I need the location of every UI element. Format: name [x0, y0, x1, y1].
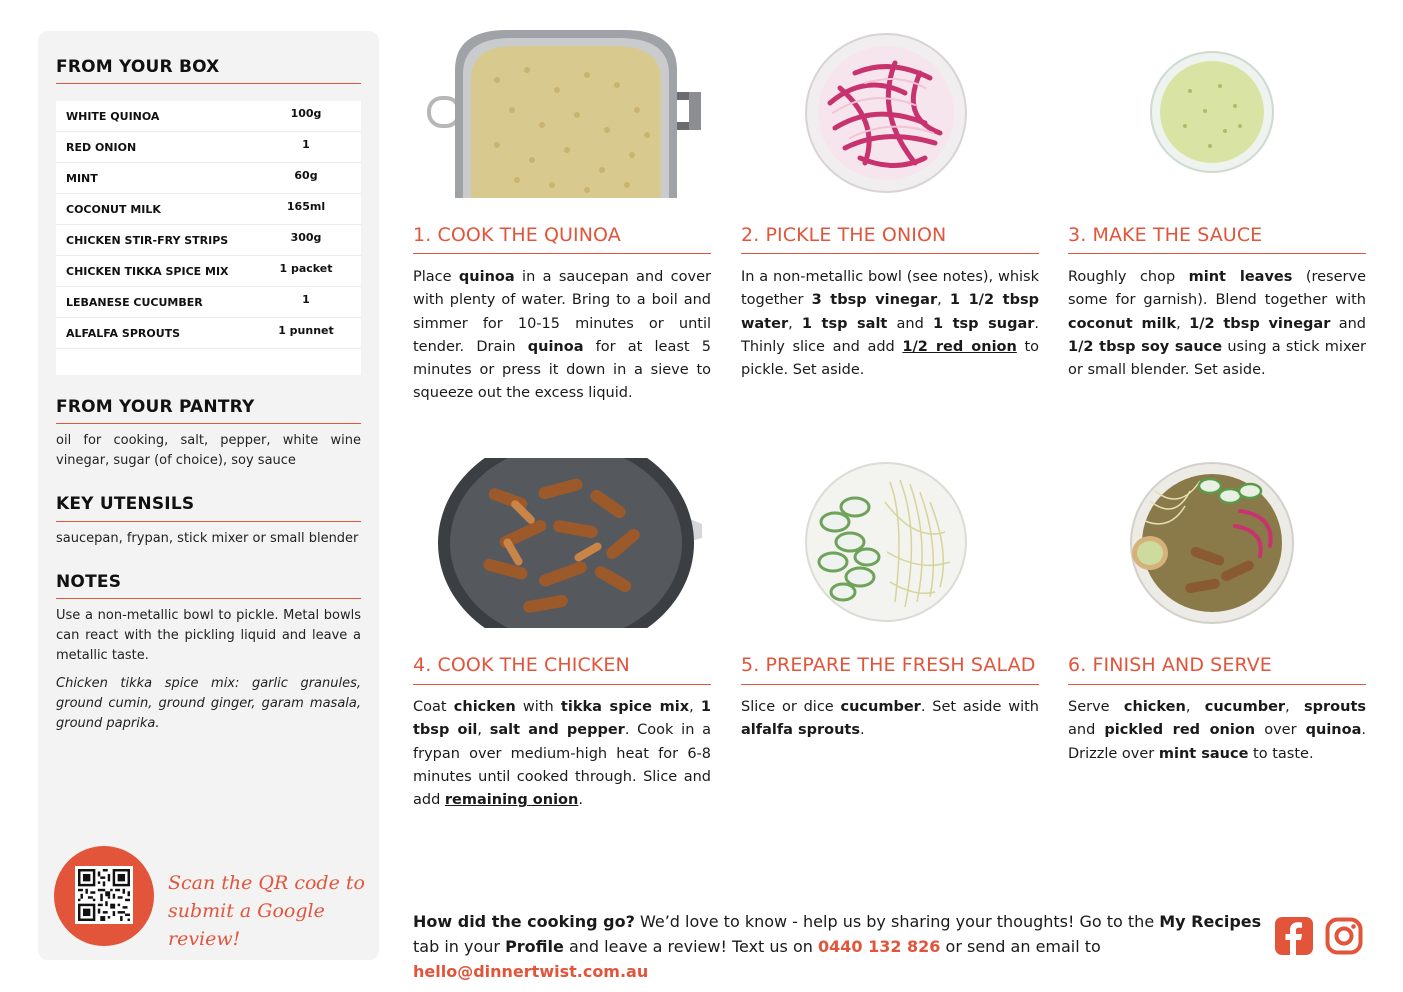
- ingredient-qty: 60g: [294, 169, 318, 182]
- step-6-title: 6. FINISH AND SERVE: [1068, 654, 1272, 676]
- review-footer: [413, 909, 1263, 984]
- pickled-onion-image: [805, 33, 967, 193]
- pantry-text: oil for cooking, salt, pepper, white wine vinegar, sugar (of choice), soy sauce: [56, 433, 361, 468]
- ingredient-name: LEBANESE CUCUMBER: [66, 296, 203, 309]
- step-1-title: 1. COOK THE QUINOA: [413, 224, 621, 246]
- ingredient-name: CHICKEN TIKKA SPICE MIX: [66, 265, 229, 278]
- step-2-rule: [741, 253, 1039, 254]
- fresh-salad-image: [805, 462, 967, 622]
- table-row: [56, 101, 361, 132]
- qr-badge[interactable]: [54, 846, 154, 946]
- ingredient-qty: 1: [302, 293, 310, 306]
- box-title: FROM YOUR BOX: [56, 57, 220, 77]
- box-title-rule: [56, 83, 361, 84]
- footer-phone-link[interactable]: 0440 132 826: [817, 937, 941, 956]
- mint-sauce-image: [1150, 51, 1274, 174]
- ingredient-name: CHICKEN STIR-FRY STRIPS: [66, 234, 229, 247]
- step-4-rule: [413, 684, 711, 685]
- step-1-rule: [413, 253, 711, 254]
- step-2-title: 2. PICKLE THE ONION: [741, 224, 947, 246]
- chicken-frypan-image: [438, 458, 702, 628]
- utensils-text: saucepan, frypan, stick mixer or small blender: [56, 531, 359, 546]
- step-3-title: 3. MAKE THE SAUCE: [1068, 224, 1263, 246]
- qr-code-icon[interactable]: [75, 866, 133, 924]
- notes-title-rule: [56, 598, 361, 599]
- footer-email-link[interactable]: hello@dinnertwist.com.au: [413, 962, 649, 981]
- box-ingredients-table: [56, 101, 361, 375]
- step-3-text: Roughly chop mint leaves (reserve some for garnish). Blend together with coconut milk, 1/2 tbsp vinegar and 1/2 tbsp soy sauce using a stick mixer or small blender. Set aside.: [1068, 269, 1366, 379]
- utensils-title-rule: [56, 521, 361, 522]
- notes-spice-text: Chicken tikka spice mix: garlic granules, ground cumin, ground ginger, garam masala, ground paprika.: [56, 676, 361, 731]
- notes-title: NOTES: [56, 572, 122, 592]
- footer-my-recipes: My Recipes: [1159, 912, 1262, 931]
- ingredient-name: COCONUT MILK: [66, 203, 161, 216]
- footer-question: How did the cooking go?: [413, 912, 635, 931]
- footer-text-4: or send an email to: [940, 937, 1101, 956]
- utensils-title: KEY UTENSILS: [56, 494, 195, 514]
- ingredient-name: RED ONION: [66, 141, 137, 154]
- facebook-icon[interactable]: [1275, 917, 1313, 955]
- ingredient-qty: 165ml: [286, 200, 326, 213]
- ingredient-qty: 1 packet: [279, 262, 333, 275]
- footer-text-1: We’d love to know - help us by sharing your thoughts! Go to the: [634, 912, 1160, 931]
- instagram-icon[interactable]: [1325, 917, 1363, 955]
- qr-caption: Scan the QR code to submit a Google review!: [168, 872, 365, 950]
- ingredient-qty: 1: [302, 138, 310, 151]
- step-2-text: In a non-metallic bowl (see notes), whisk together 3 tbsp vinegar, 1 1/2 tbsp water, 1 tsp salt and 1 tsp sugar. Thinly slice and add 1/2 red onion to pickle. Set aside.: [741, 269, 1040, 379]
- table-row: [56, 132, 361, 163]
- pantry-title-rule: [56, 423, 361, 424]
- step-4-title: 4. COOK THE CHICKEN: [413, 654, 630, 676]
- pantry-title: FROM YOUR PANTRY: [56, 397, 255, 417]
- step-6-text: Serve chicken, cucumber, sprouts and pickled red onion over quinoa. Drizzle over mint sauce to taste.: [1068, 699, 1367, 762]
- table-row: [56, 287, 361, 318]
- table-row: [56, 225, 361, 256]
- step-6-rule: [1068, 684, 1366, 685]
- ingredient-name: MINT: [66, 172, 98, 185]
- footer-profile: Profile: [505, 937, 564, 956]
- step-5-text: Slice or dice cucumber. Set aside with alfalfa sprouts.: [741, 699, 1039, 739]
- step-1-text: Place quinoa in a saucepan and cover with plenty of water. Bring to a boil and simmer for 10-15 minutes or until tender. Drain quinoa for at least 5 minutes or press it down in a sieve to squeeze out the excess liquid.: [413, 269, 711, 402]
- ingredient-qty: 100g: [290, 107, 322, 120]
- ingredients-sidebar: [38, 31, 379, 960]
- ingredient-qty: 300g: [290, 231, 322, 244]
- table-row: [56, 163, 361, 194]
- table-row: [56, 194, 361, 225]
- step-4-text: Coat chicken with tikka spice mix, 1 tbsp oil, salt and pepper. Cook in a frypan over medium-high heat for 6-8 minutes until cooked through. Slice and add remaining onion.: [413, 699, 712, 809]
- notes-text: Use a non-metallic bowl to pickle. Metal bowls can react with the pickling liquid and leave a metallic taste.: [56, 608, 361, 663]
- ingredient-qty: 1 punnet: [278, 324, 334, 337]
- step-5-rule: [741, 684, 1039, 685]
- finished-bowl-image: [1130, 461, 1295, 625]
- footer-text-2: tab in your: [413, 937, 506, 956]
- footer-text-3: and leave a review! Text us on: [563, 937, 818, 956]
- step-3-rule: [1068, 253, 1366, 254]
- table-row: [56, 256, 361, 287]
- step-5-title: 5. PREPARE THE FRESH SALAD: [741, 654, 1036, 676]
- quinoa-pot-image: [427, 30, 702, 198]
- ingredient-name: WHITE QUINOA: [66, 110, 160, 123]
- ingredient-name: ALFALFA SPROUTS: [66, 327, 181, 340]
- table-row: [56, 318, 361, 349]
